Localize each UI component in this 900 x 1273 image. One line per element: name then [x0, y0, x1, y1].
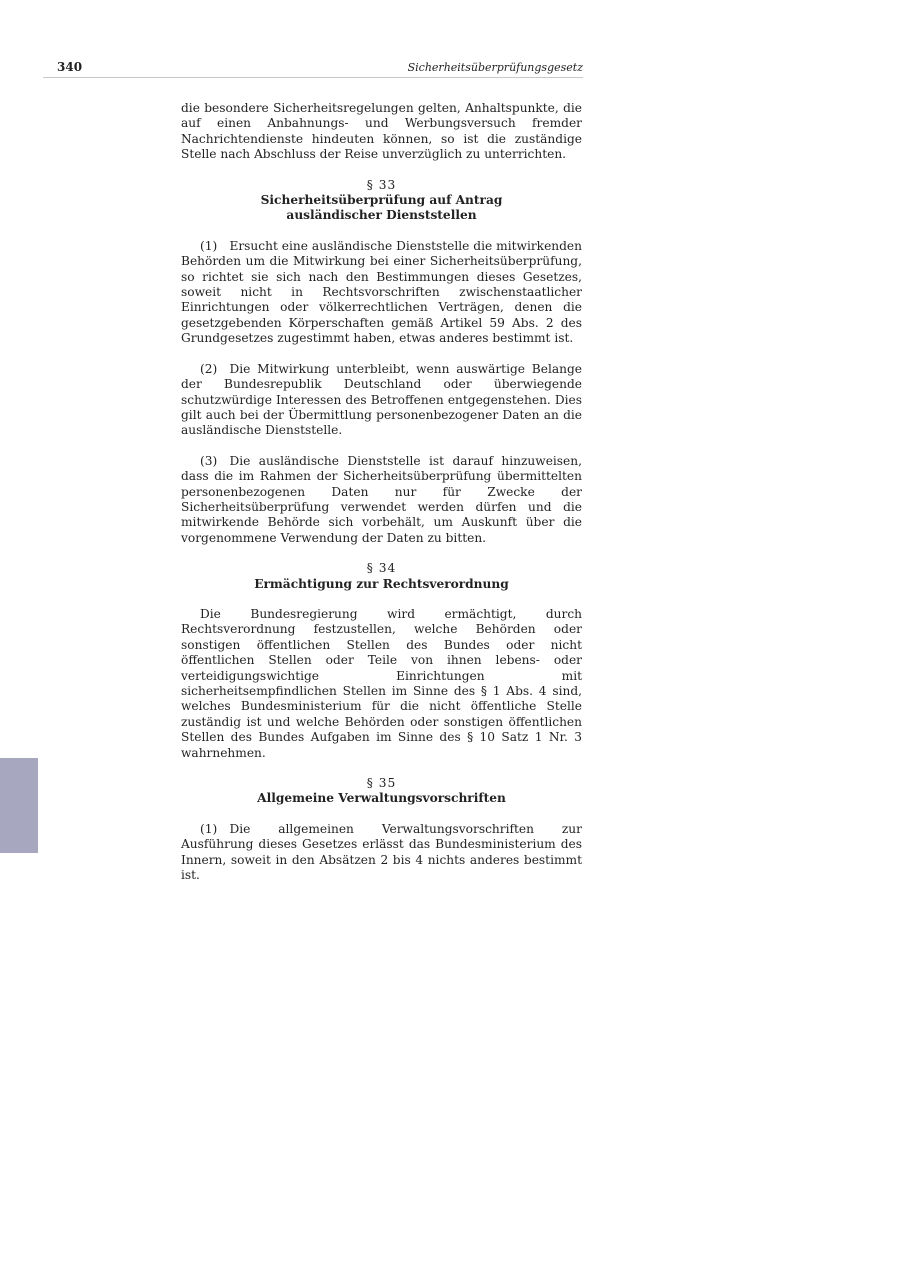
section-number: § 34	[366, 561, 397, 576]
section-34-paragraph-1: Die Bundesregierung wird ermächtigt, durch Rechtsverordnung festzustellen, welche Behörden oder sonstigen öffentlichen Stellen des Bundes oder nicht öffentlichen Stellen oder Teile von ihnen lebens- oder verteidigungswichtige Einrichtungen mit sicherheitsempfindlichen Stellen im Sinne des § 1 Abs. 4 sind, welches Bundesministerium für die nicht öffentliche Stelle zuständig ist und welche Behörden oder sonstigen öffentlichen Stellen des Bundes Aufgaben im Sinne des § 10 Satz 1 Nr. 3 wahrnehmen.	[181, 606, 582, 760]
intro-paragraph: die besondere Sicherheitsregelungen gelten, Anhaltspunkte, die auf einen Anbahnungs- und Werbungsversuch fremder Nachrichtendienste hindeuten können, so ist die zuständige Stelle nach Abschluss der Reise unverzüglich zu unterrichten.	[181, 101, 582, 162]
page-number: 340	[57, 60, 83, 74]
section-title: Allgemeine Verwaltungsvorschriften	[257, 791, 506, 806]
section-number: § 33	[366, 177, 397, 192]
section-35-paragraph-1: (1) Die allgemeinen Verwaltungsvorschriften zur Ausführung dieses Gesetzes erlässt das Bundesministerium des Innern, soweit in den Absätzen 2 bis 4 nichts anderes bestimmt ist.	[181, 821, 582, 883]
running-title: Sicherheitsüberprüfungsgesetz	[407, 61, 583, 74]
section-33-paragraph-2: (2) Die Mitwirkung unterbleibt, wenn auswärtige Belange der Bundesrepublik Deutschland oder überwiegende schutzwürdige Interessen des Betroffenen entgegenstehen. Dies gilt auch bei der Übermittlung personenbezogener Daten an die ausländische Dienststelle.	[181, 361, 582, 438]
section-34-heading	[181, 561, 582, 592]
section-number: § 35	[366, 776, 397, 791]
section-title: Ermächtigung zur Rechtsverordnung	[254, 576, 509, 591]
section-title: Sicherheitsüberprüfung auf Antrag ausländischer Dienststellen	[260, 193, 503, 223]
section-33-heading	[181, 178, 582, 224]
section-35-heading	[181, 776, 582, 807]
page-header	[43, 59, 583, 78]
section-33-paragraph-3: (3) Die ausländische Dienststelle ist darauf hinzuweisen, dass die im Rahmen der Sicherheitsüberprüfung übermittelten personenbezogenen Daten nur für Zwecke der Sicherheitsüberprüfung verwendet werden dürfen und die mitwirkende Behörde sich vorbehält, um Auskunft über die vorgenommene Verwendung der Daten zu bitten.	[181, 453, 582, 545]
side-thumb-tab	[0, 758, 38, 853]
section-33-paragraph-1: (1) Ersucht eine ausländische Dienststelle die mitwirkenden Behörden um die Mitwirkung bei einer Sicherheitsüberprüfung, so richtet sie sich nach den Bestimmungen dieses Gesetzes, soweit nicht in Rechtsvorschriften zwischenstaatlicher Einrichtungen oder völkerrechtlichen Verträgen, denen die gesetzgebenden Körperschaften gemäß Artikel 59 Abs. 2 des Grundgesetzes zugestimmt haben, etwas anderes bestimmt ist.	[181, 238, 582, 346]
page-body	[181, 101, 582, 883]
